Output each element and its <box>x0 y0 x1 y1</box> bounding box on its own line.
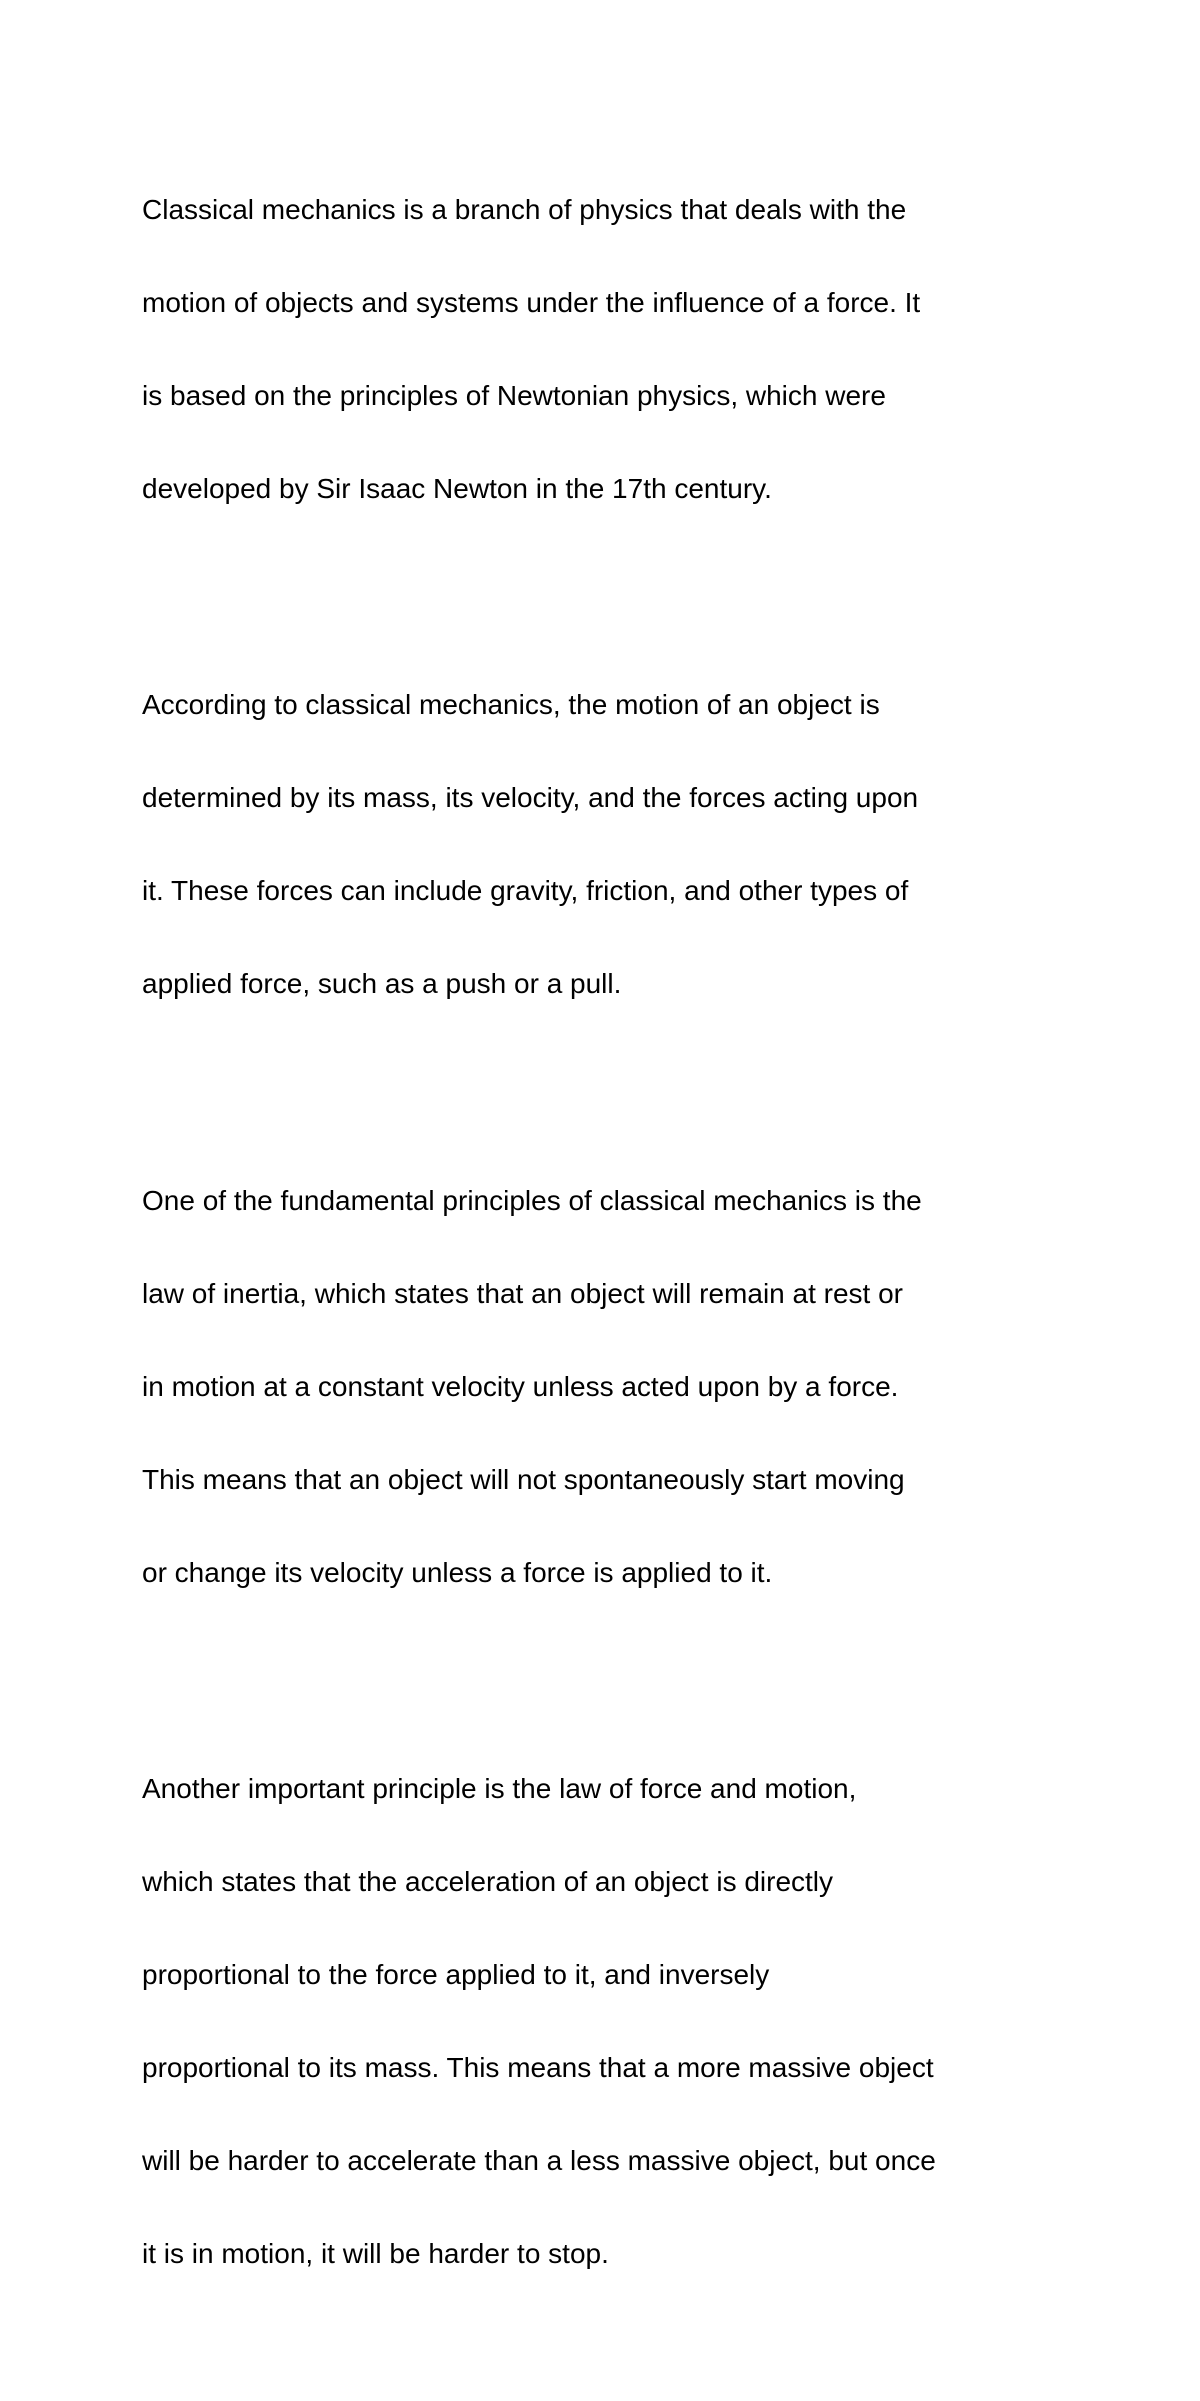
text-line: it is in motion, it will be harder to stop. <box>142 2238 609 2269</box>
text-line: determined by its mass, its velocity, and the forces acting upon <box>142 782 919 813</box>
text-line: it. These forces can include gravity, friction, and other types of <box>142 875 909 906</box>
text-line: This means that an object will not spontaneously start moving <box>142 1463 905 1495</box>
text-line: Another important principle is the law of force and motion, <box>142 1773 857 1804</box>
paragraph-classical-mechanics-intro <box>142 140 1082 559</box>
text-line: Classical mechanics is a branch of physics that deals with the <box>142 193 907 225</box>
text-line: will be harder to accelerate than a less massive object, but once <box>142 2145 936 2176</box>
text-line: proportional to the force applied to it, and inversely <box>142 1959 770 1990</box>
document-body <box>142 140 1082 2401</box>
text-line: motion of objects and systems under the influence of a force. It <box>142 286 921 318</box>
text-line: or change its velocity unless a force is applied to it. <box>142 1556 773 1588</box>
text-line: developed by Sir Isaac Newton in the 17th century. <box>142 472 772 504</box>
text-line: proportional to its mass. This means that a more massive object <box>142 2052 934 2083</box>
paragraph-motion-determinants <box>142 636 1082 1055</box>
text-line: applied force, such as a push or a pull. <box>142 968 622 999</box>
text-line: which states that the acceleration of an object is directly <box>142 1866 834 1897</box>
text-line: in motion at a constant velocity unless acted upon by a force. <box>142 1370 899 1402</box>
text-line: law of inertia, which states that an object will remain at rest or <box>142 1277 904 1309</box>
text-line: One of the fundamental principles of classical mechanics is the <box>142 1184 922 1216</box>
text-line: According to classical mechanics, the motion of an object is <box>142 689 880 720</box>
paragraph-law-of-force-and-motion <box>142 1720 1082 2325</box>
text-line: is based on the principles of Newtonian physics, which were <box>142 379 886 411</box>
paragraph-law-of-inertia <box>142 1131 1082 1643</box>
